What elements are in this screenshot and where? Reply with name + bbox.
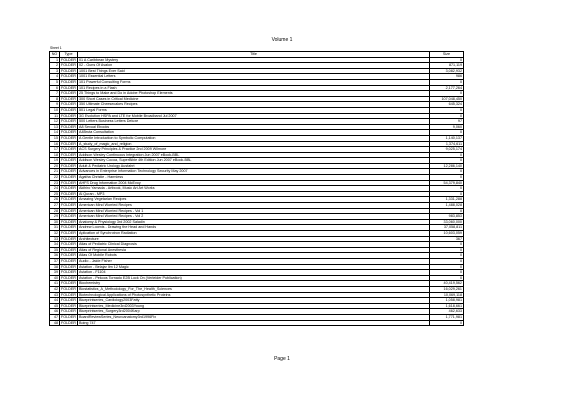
cell-size: 367	[430, 236, 464, 242]
cell-no: 3	[50, 68, 60, 74]
cell-title: Atlas Of Mobile Robots	[78, 253, 430, 259]
cell-type: FOLDER	[61, 175, 76, 180]
cell-no: 41	[50, 281, 60, 287]
cell-type: FOLDER	[61, 236, 76, 241]
cell-size: 0	[430, 270, 464, 276]
cell-no: 48	[50, 320, 60, 326]
cell-no: 47	[50, 314, 60, 320]
cell-title: 1001 Best Things Ever Said	[78, 68, 430, 74]
cell-no: 14	[50, 130, 60, 136]
cell-no: 44	[50, 298, 60, 304]
cell-no: 36	[50, 253, 60, 259]
header-type: Type	[60, 52, 78, 58]
cell-size: 1,058,981	[430, 298, 464, 304]
cell-size: 0	[430, 175, 464, 181]
cell-title: American Mind Worried Recipes - Vol 1	[78, 208, 430, 214]
cell-size: 0	[430, 186, 464, 192]
cell-type: FOLDER	[61, 242, 76, 247]
cell-no: 13	[50, 124, 60, 130]
cell-type: FOLDER	[61, 79, 76, 84]
cell-title: 101 Recipes in a Flash	[78, 85, 430, 91]
cell-title: Atlas of Pediatric Clinical Diagnosis	[78, 242, 430, 248]
cell-size: 0	[430, 107, 464, 113]
cell-title: 501 Legal Forms	[78, 107, 430, 113]
cell-no: 1	[50, 57, 60, 63]
cell-no: 43	[50, 292, 60, 298]
cell-type: FOLDER	[61, 107, 76, 112]
cell-no: 33	[50, 236, 60, 242]
cell-type: FOLDER	[61, 186, 76, 191]
cell-title: Akihiro Yamada - Artbook, Music Art Art Works	[78, 186, 430, 192]
cell-size: 1,618,661	[430, 303, 464, 309]
cell-size: 0	[430, 130, 464, 136]
cell-type: FOLDER	[61, 74, 76, 79]
cell-no: 22	[50, 175, 60, 181]
cell-title: American Mind Worried Recipes - Vol 2	[78, 214, 430, 220]
cell-no: 38	[50, 264, 60, 270]
cell-type: FOLDER	[61, 85, 76, 90]
cell-size: 54,379,840	[430, 180, 464, 186]
cell-type: FOLDER	[61, 275, 76, 280]
cell-title: A8 Sexual Ebooks	[78, 124, 430, 130]
cell-title: Biotechnological Applications of Photosynthetic Proteins	[78, 292, 430, 298]
cell-no: 7	[50, 91, 60, 97]
cell-title: Architecture	[78, 236, 430, 242]
cell-type: FOLDER	[61, 314, 76, 319]
page-header-title: Volume 1	[271, 37, 293, 43]
table-row	[50, 320, 464, 326]
cell-size: 1,374,611	[430, 141, 464, 147]
sheet-label: Sheet 1	[50, 46, 62, 50]
cell-no: 9	[50, 102, 60, 108]
cell-type: FOLDER	[61, 180, 76, 185]
cell-size: 0	[430, 275, 464, 281]
cell-size: 0	[430, 79, 464, 85]
cell-size: 16,029,261	[430, 286, 464, 292]
cell-type: FOLDER	[61, 158, 76, 163]
cell-size: 10,603,059	[430, 231, 464, 237]
cell-title: 300 Short Cases in Critical Medicine	[78, 96, 430, 102]
cell-title: 02 - Guns Of Avalon	[78, 63, 430, 69]
cell-no: 40	[50, 275, 60, 281]
cell-title: Biochemistry	[78, 281, 430, 287]
cell-type: FOLDER	[61, 169, 76, 174]
cell-title: 101 Powerful Consulting Forms	[78, 79, 430, 85]
cell-type: FOLDER	[61, 96, 76, 101]
cell-no: 5	[50, 79, 60, 85]
cell-no: 23	[50, 180, 60, 186]
cell-no: 30	[50, 219, 60, 225]
cell-size: 0	[430, 208, 464, 214]
cell-size: 1,771,981	[430, 314, 464, 320]
cell-size: 3,082,932	[430, 68, 464, 74]
cell-size: 645,324	[430, 102, 464, 108]
cell-size: 9,025,174	[430, 147, 464, 153]
cell-no: 29	[50, 214, 60, 220]
cell-title: 25 Things to Make and Do in Adobe Photoshop Elements	[78, 91, 430, 97]
cell-type: FOLDER	[61, 130, 76, 135]
cell-title: 01 A Caribbean Mystery	[78, 57, 430, 63]
cell-no: 24	[50, 186, 60, 192]
cell-title: 3G Evolution HSPA and LTE for Mobile Broadband Jul 2007	[78, 113, 430, 119]
cell-type: FOLDER	[61, 253, 76, 258]
cell-title: Aviation - F1104	[78, 270, 430, 276]
cell-size: 986	[430, 74, 464, 80]
header-title: Title	[78, 52, 430, 58]
cell-title: American Mind Worried Recipes	[78, 203, 430, 209]
cell-type: FOLDER	[61, 191, 76, 196]
cell-type: FOLDER	[61, 208, 76, 213]
cell-type: FOLDER	[61, 258, 76, 263]
cell-size: 0	[430, 169, 464, 175]
spreadsheet	[49, 46, 463, 326]
cell-no: 27	[50, 203, 60, 209]
cell-no: 42	[50, 286, 60, 292]
cell-no: 8	[50, 96, 60, 102]
cell-type: FOLDER	[61, 303, 76, 308]
cell-title: AHFS Drug Information 2004 McEvoy	[78, 180, 430, 186]
cell-size: 37,058,811	[430, 225, 464, 231]
cell-size: 1,331,288	[430, 197, 464, 203]
cell-type: FOLDER	[61, 63, 76, 68]
cell-title: Al Quran - MP3	[78, 191, 430, 197]
cell-size: 0	[430, 247, 464, 253]
cell-no: 37	[50, 258, 60, 264]
cell-title: Andrew Loomis - Drawing the Head and Hands	[78, 225, 430, 231]
cell-no: 10	[50, 107, 60, 113]
cell-size: 0	[430, 158, 464, 164]
cell-no: 28	[50, 208, 60, 214]
cell-title: A_study_of_magic_and_religion	[78, 141, 430, 147]
cell-title: 350 Ultimate Cheesecakes Recipes	[78, 102, 430, 108]
cell-title: 500 Letters Business Letters Deluxe	[78, 119, 430, 125]
cell-size: 0	[430, 57, 464, 63]
cell-title: Blueprintseries_Cardiology2003Fatty	[78, 298, 430, 304]
cell-title: Aviation - Belajar Ilm 12 Magic	[78, 264, 430, 270]
cell-size: 40,419,562	[430, 281, 464, 287]
cell-size: 0	[430, 191, 464, 197]
cell-size: 0	[430, 258, 464, 264]
cell-title: Aviation - Pekoos Tornado E2B Lock On (Verleider Publication)	[78, 275, 430, 281]
cell-size: 0	[430, 242, 464, 248]
cell-no: 45	[50, 303, 60, 309]
cell-title: Audio - Jaide Fisher	[78, 258, 430, 264]
cell-no: 32	[50, 231, 60, 237]
cell-title: Aplication of Synchrotron Radiation	[78, 231, 430, 237]
cell-type: FOLDER	[61, 102, 76, 107]
cell-type: FOLDER	[61, 163, 76, 168]
cell-size: 1,488,028	[430, 203, 464, 209]
cell-size: 33,060,000	[430, 219, 464, 225]
cell-type: FOLDER	[61, 68, 76, 73]
cell-title: A4Bruta Consultation	[78, 130, 430, 136]
cell-no: 26	[50, 197, 60, 203]
cell-title: Boing 747	[78, 320, 430, 326]
cell-type: FOLDER	[61, 219, 76, 224]
cell-title: Blueprintseries_Medicine3rd2003Young	[78, 303, 430, 309]
cell-size: 0	[430, 152, 464, 158]
cell-size: 97	[430, 119, 464, 125]
cell-size: 12,286,140	[430, 163, 464, 169]
cell-no: 34	[50, 242, 60, 248]
cell-title: A Gentle Introduction to Symbolic Computation	[78, 135, 430, 141]
cell-type: FOLDER	[61, 141, 76, 146]
cell-title: Anatomy & Physiology 3rd 2002 Saladin	[78, 219, 430, 225]
cell-size: 0	[430, 253, 464, 259]
cell-type: FOLDER	[61, 231, 76, 235]
cell-no: 15	[50, 135, 60, 141]
cell-type: FOLDER	[61, 203, 76, 208]
cell-type: FOLDER	[61, 119, 76, 124]
header-no: NO	[50, 52, 60, 58]
cell-type: FOLDER	[61, 152, 76, 157]
table-body	[50, 57, 464, 326]
cell-title: 1001 Essential Letters	[78, 74, 430, 80]
cell-type: FOLDER	[61, 124, 76, 129]
cell-no: 25	[50, 191, 60, 197]
cell-title: Advances in Enterprise Information Technology Security May 2007	[78, 169, 430, 175]
cell-size: 983,853	[430, 214, 464, 220]
cell-no: 6	[50, 85, 60, 91]
cell-title: Amazing Vegetarian Recipes	[78, 197, 430, 203]
cell-size: 0	[430, 91, 464, 97]
cell-type: FOLDER	[61, 292, 76, 297]
cell-type: FOLDER	[61, 247, 76, 252]
cell-no: 12	[50, 119, 60, 125]
cell-type: FOLDER	[61, 214, 76, 219]
cell-no: 31	[50, 225, 60, 231]
cell-no: 21	[50, 169, 60, 175]
cell-title: Atlas of Regional Anesthesia	[78, 247, 430, 253]
cell-title: Addison Wesley Cocoa, SuperBible 4th Edition Jun 2007 eBook-BBL	[78, 158, 430, 164]
page-footer: Page 1	[274, 356, 290, 362]
cell-no: 16	[50, 141, 60, 147]
cell-size: 0	[430, 264, 464, 270]
cell-size: 0	[430, 320, 464, 326]
cell-no: 4	[50, 74, 60, 80]
file-list-table	[49, 51, 464, 326]
cell-size: 1,140,137	[430, 135, 464, 141]
cell-no: 2	[50, 63, 60, 69]
cell-no: 46	[50, 309, 60, 315]
cell-title: Agatha Christie - Harmless	[78, 175, 430, 181]
cell-no: 19	[50, 158, 60, 164]
cell-no: 17	[50, 147, 60, 153]
cell-size: 2,177,264	[430, 85, 464, 91]
cell-type: FOLDER	[61, 57, 76, 62]
cell-type: FOLDER	[61, 298, 76, 303]
cell-type: FOLDER	[61, 270, 76, 275]
cell-title: Blueprintseries_Surgery3rd2004Karp	[78, 309, 430, 315]
cell-type: FOLDER	[61, 147, 76, 152]
cell-size: 9,060	[430, 124, 464, 130]
cell-size: 0	[430, 113, 464, 119]
cell-no: 11	[50, 113, 60, 119]
cell-type: FOLDER	[61, 309, 76, 314]
cell-type: FOLDER	[61, 281, 76, 286]
header-size: Size	[430, 52, 464, 58]
cell-type: FOLDER	[61, 286, 76, 291]
cell-title: Adult & Pediatric Urology Ausfahrt	[78, 163, 430, 169]
cell-title: Biostatistics_A_Methodology_For_The_Health_Sciences	[78, 286, 430, 292]
cell-size: 462,633	[430, 309, 464, 315]
cell-type: FOLDER	[61, 264, 76, 269]
cell-type: FOLDER	[61, 225, 76, 230]
cell-type: FOLDER	[61, 91, 76, 96]
cell-no: 18	[50, 152, 60, 158]
cell-type: FOLDER	[61, 197, 76, 202]
cell-size: 107,048,450	[430, 96, 464, 102]
cell-title: Addison Wesley Continuous Integration Jun 2007 eBook-BBL	[78, 152, 430, 158]
cell-no: 20	[50, 163, 60, 169]
cell-no: 39	[50, 270, 60, 276]
cell-type: FOLDER	[61, 135, 76, 140]
cell-type: FOLDER	[61, 113, 76, 118]
cell-no: 35	[50, 247, 60, 253]
cell-title: ACS Surgery Principles & Practice 2nd 2009 Wilmore	[78, 147, 430, 153]
cell-size: 871,119	[430, 63, 464, 69]
cell-title: BoardReviewSeries_Neuroanatomy3rd1996Fix	[78, 314, 430, 320]
cell-type: FOLDER	[61, 320, 76, 325]
cell-size: 10,069,118	[430, 292, 464, 298]
